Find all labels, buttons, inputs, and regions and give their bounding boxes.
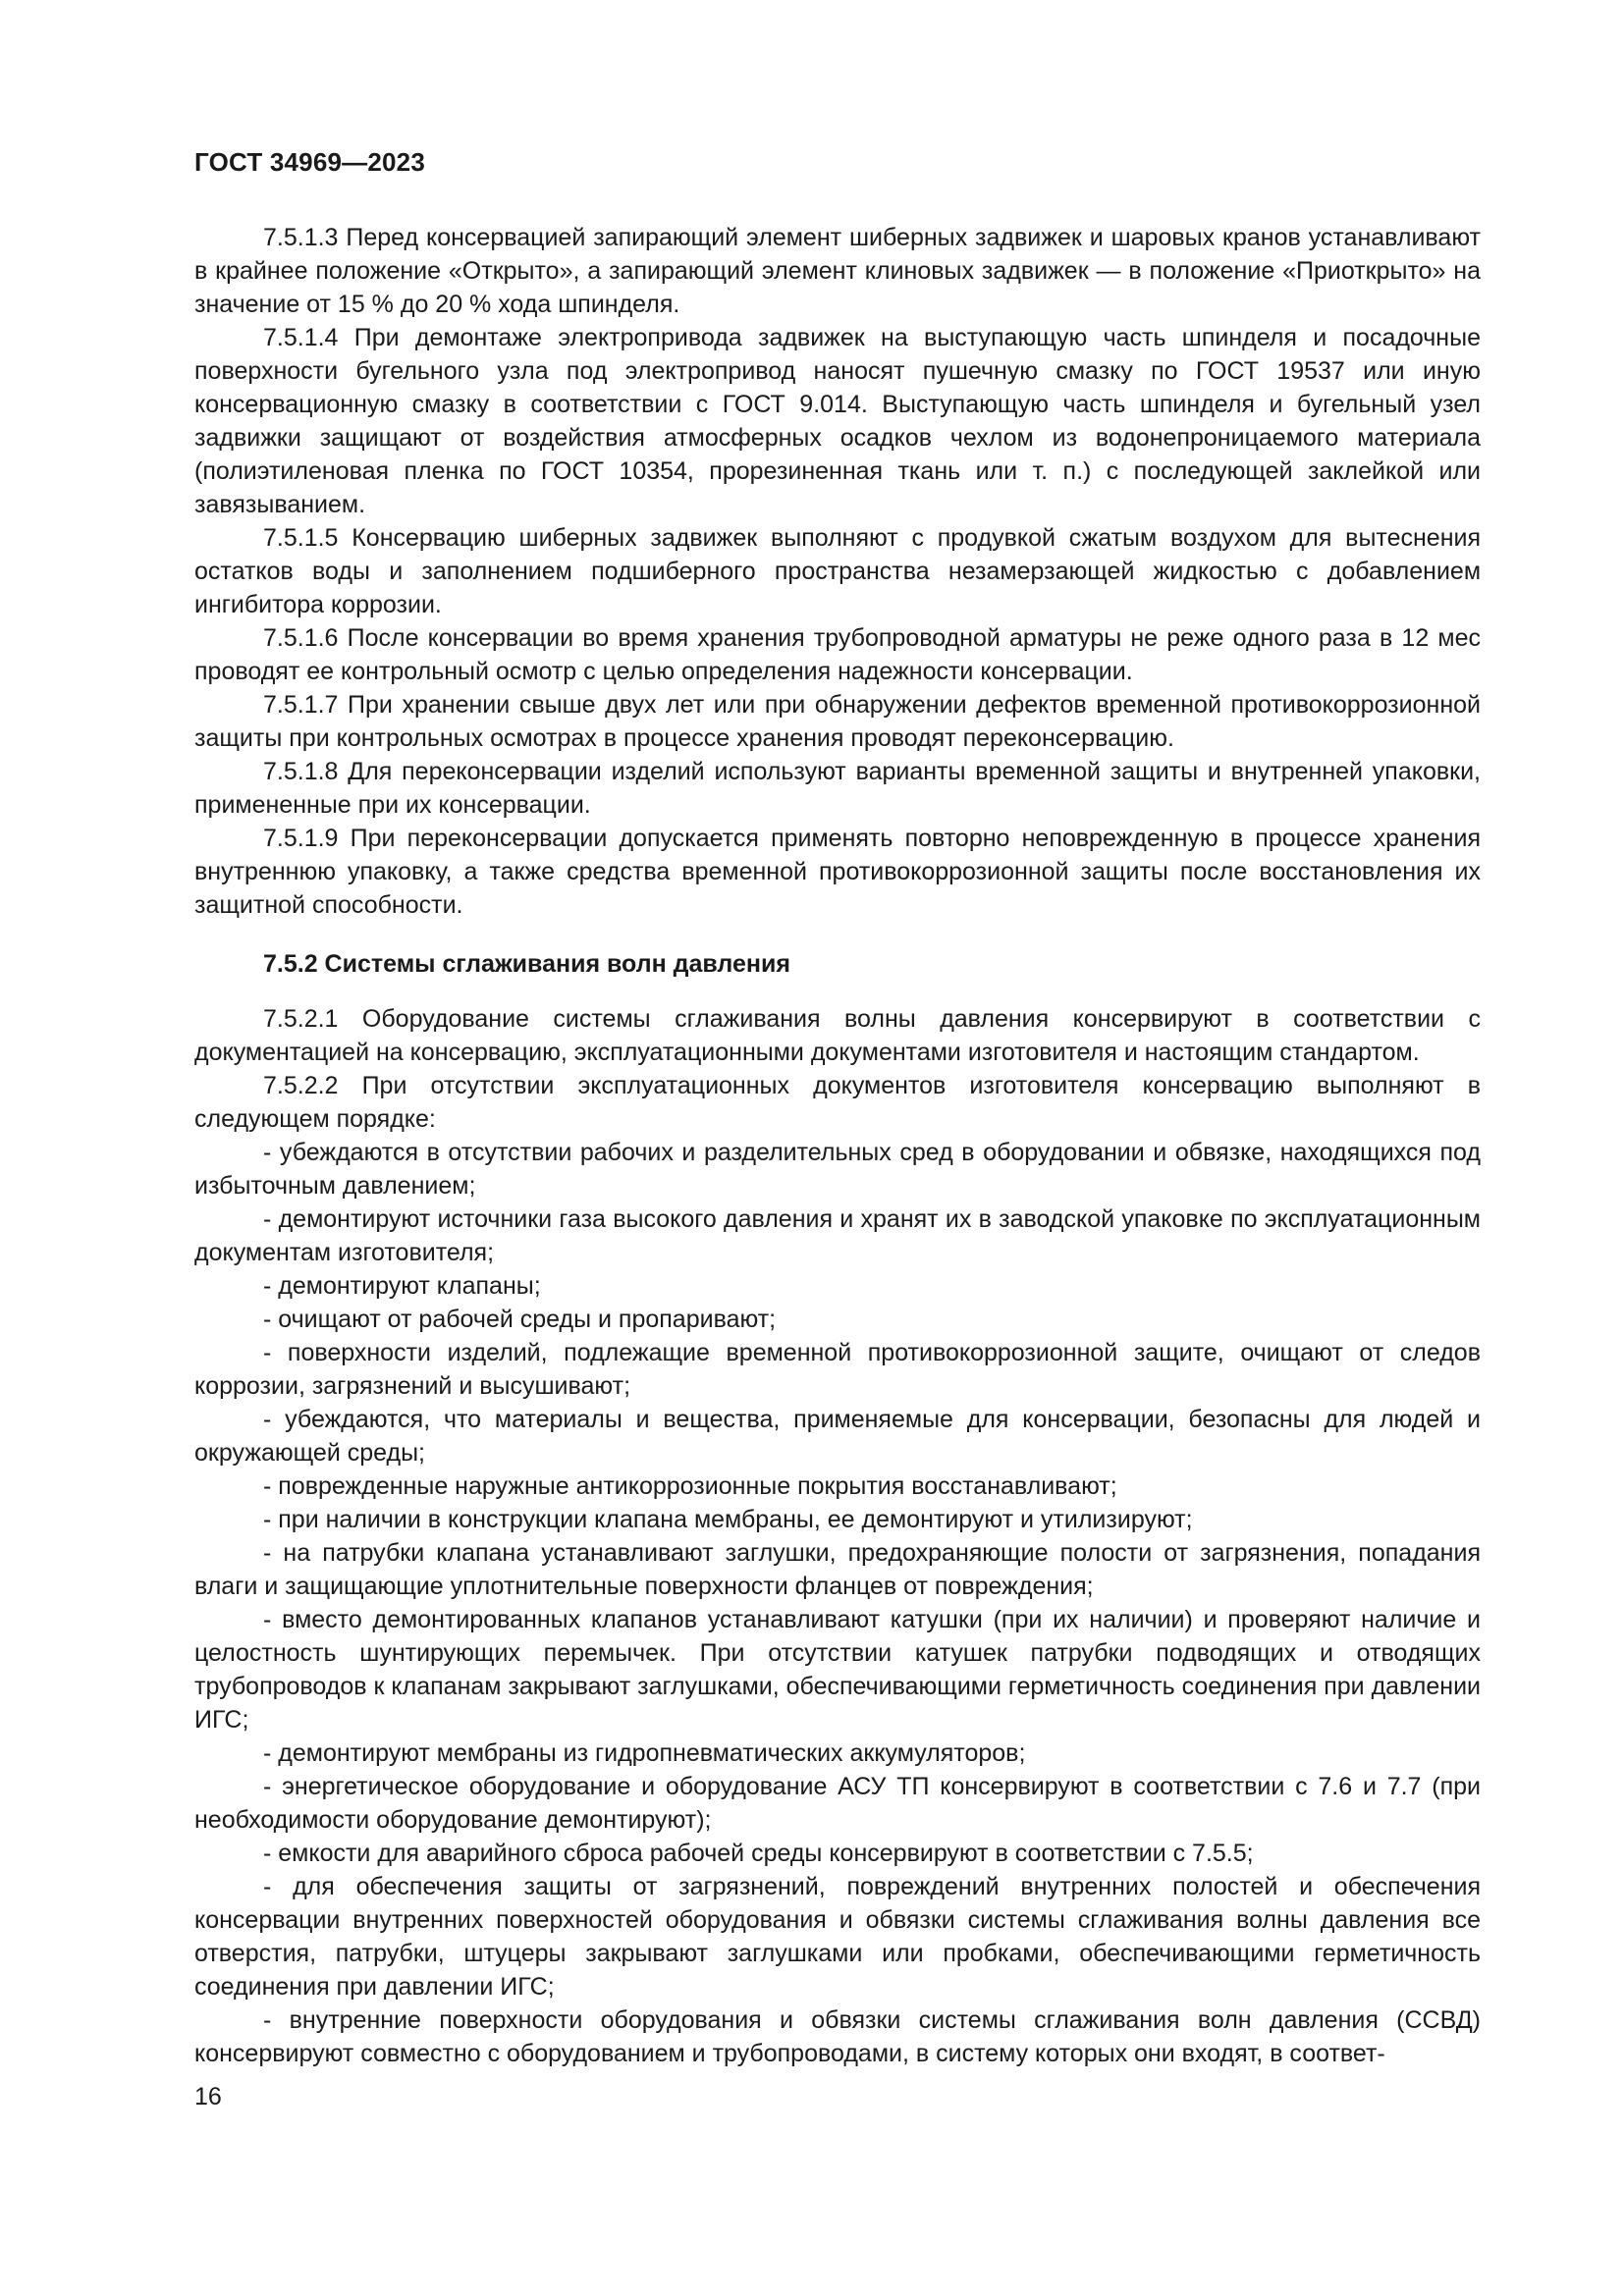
list-item: - на патрубки клапана устанавливают заглушки, предохраняющие полости от загрязнения, попадания влаги и защищающие уплотнительные поверхности фланцев от повреждения; — [194, 1539, 1481, 1600]
paragraph-7-5-1-5: 7.5.1.5 Консервацию шиберных задвижек выполняют с продувкой сжатым воздухом для вытеснения остатков воды и заполнением подшиберного пространства незамерзающей жидкостью с добавлением ингибитора коррозии. — [194, 524, 1481, 618]
paragraph-7-5-1-4: 7.5.1.4 При демонтаже электропривода задвижек на выступающую часть шпинделя и посадочные поверхности бугельного узла под электропривод наносят пушечную смазку по ГОСТ 19537 или иную консервационную смазку в соответствии с ГОСТ 9.014. Выступающую часть шпинделя и бугельный узел задвижки защищают от воздействия атмосферных осадков чехлом из водонепроницаемого материала (полиэтиленовая пленка по ГОСТ 10354, прорезиненная ткань или т. п.) с последующей заклейкой или завязыванием. — [194, 324, 1481, 518]
page-number: 16 — [194, 2083, 222, 2110]
section-heading-7-5-2: 7.5.2 Системы сглаживания волн давления — [263, 950, 790, 978]
document-body — [194, 221, 1481, 2070]
list-item: - для обеспечения защиты от загрязнений, повреждений внутренних полостей и обеспечения консервации внутренних поверхностей оборудования и обвязки системы сглаживания волны давления все отверстия, патрубки, штуцеры закрывают заглушками или пробками, обеспечивающими герметичность соединения при давлении ИГС; — [194, 1873, 1481, 2001]
list-item: - поверхности изделий, подлежащие временной противокоррозионной защите, очищают от следов коррозии, загрязнений и высушивают; — [194, 1339, 1481, 1400]
list-item: - демонтируют клапаны; — [263, 1272, 541, 1300]
paragraph-7-5-1-7: 7.5.1.7 При хранении свыше двух лет или при обнаружении дефектов временной противокоррозионной защиты при контрольных осмотрах в процессе хранения проводят переконсервацию. — [194, 691, 1481, 752]
paragraph-7-5-1-9: 7.5.1.9 При переконсервации допускается применять повторно неповрежденную в процессе хранения внутреннюю упаковку, а также средства временной противокоррозионной защиты после восстановления их защитной способности. — [194, 825, 1481, 919]
list-item: - вместо демонтированных клапанов устанавливают катушки (при их наличии) и проверяют наличие и целостность шунтирующих перемычек. При отсутствии катушек патрубки подводящих и отводящих трубопроводов к клапанам закрывают заглушками, обеспечивающими герметичность соединения при давлении ИГС; — [194, 1606, 1481, 1734]
list-item: - демонтируют источники газа высокого давления и хранят их в заводской упаковке по эксплуатационным документам изготовителя; — [194, 1205, 1481, 1266]
list-item: - очищают от рабочей среды и пропаривают; — [263, 1306, 777, 1333]
list-item: - демонтируют мембраны из гидропневматических аккумуляторов; — [263, 1739, 1026, 1767]
paragraph-7-5-1-3: 7.5.1.3 Перед консервацией запирающий элемент шиберных задвижек и шаровых кранов устанавливают в крайнее положение «Открыто», а запирающий элемент клиновых задвижек — в положение «Приоткрыто» на значение от 15 % до 20 % хода шпинделя. — [194, 224, 1481, 318]
list-item: - поврежденные наружные антикоррозионные покрытия восстанавливают; — [263, 1472, 1117, 1500]
document-code: ГОСТ 34969—2023 — [194, 147, 425, 177]
list-item: - емкости для аварийного сброса рабочей среды консервируют в соответствии с 7.5.5; — [263, 1840, 1254, 1867]
list-item: - при наличии в конструкции клапана мембраны, ее демонтируют и утилизируют; — [263, 1506, 1193, 1533]
paragraph-7-5-1-6: 7.5.1.6 После консервации во время хранения трубопроводной арматуры не реже одного раза в 12 мес проводят ее контрольный осмотр с целью определения надежности консервации. — [194, 624, 1481, 685]
paragraph-7-5-1-8: 7.5.1.8 Для переконсервации изделий используют варианты временной защиты и внутренней упаковки, примененные при их консервации. — [194, 758, 1481, 819]
list-item: - убеждаются в отсутствии рабочих и разделительных сред в оборудовании и обвязке, находящихся под избыточным давлением; — [194, 1139, 1481, 1200]
list-item: - убеждаются, что материалы и вещества, применяемые для консервации, безопасны для людей и окружающей среды; — [194, 1406, 1481, 1467]
paragraph-7-5-2-2: 7.5.2.2 При отсутствии эксплуатационных документов изготовителя консервацию выполняют в следующем порядке: — [194, 1072, 1481, 1133]
list-item: - энергетическое оборудование и оборудование АСУ ТП консервируют в соответствии с 7.6 и 7.7 (при необходимости оборудование демонтируют); — [194, 1773, 1481, 1834]
list-item: - внутренние поверхности оборудования и обвязки системы сглаживания волн давления (ССВД) консервируют совместно с оборудованием и трубопроводами, в систему которых они входят, в соответ- — [194, 2006, 1481, 2067]
paragraph-7-5-2-1: 7.5.2.1 Оборудование системы сглаживания волны давления консервируют в соответствии с документацией на консервацию, эксплуатационными документами изготовителя и настоящим стандартом. — [194, 1005, 1481, 1066]
